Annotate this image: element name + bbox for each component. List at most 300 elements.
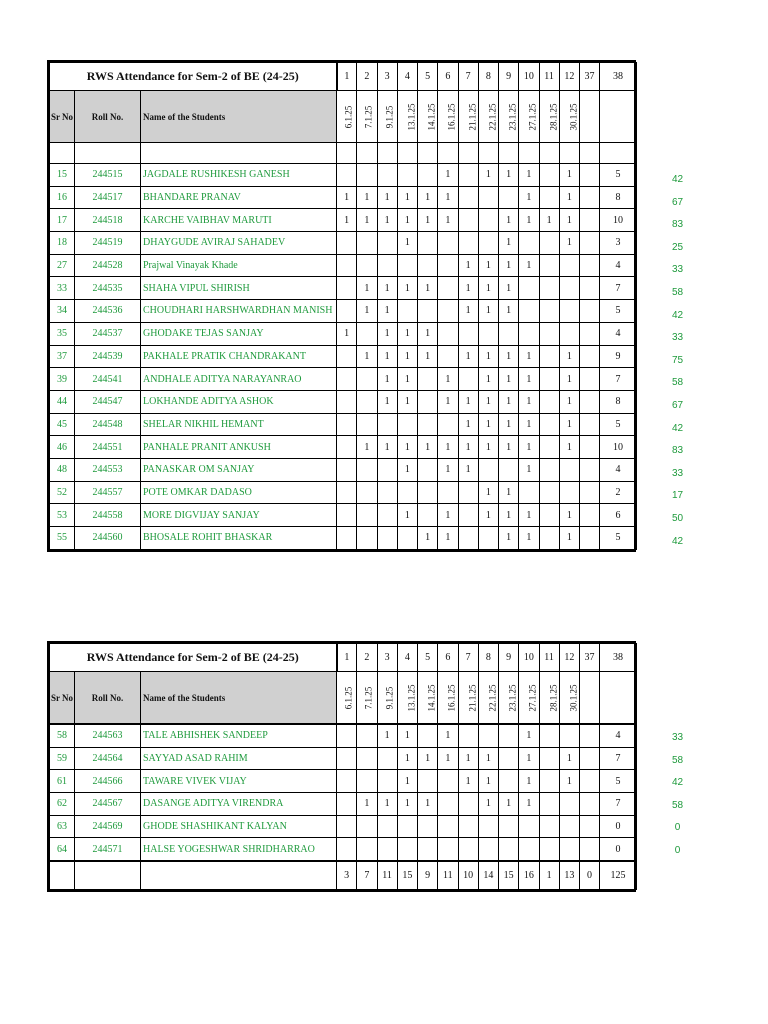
total-attendance: 6 bbox=[600, 504, 637, 527]
student-name: TALE ABHISHEK SANDEEP bbox=[141, 724, 337, 747]
attendance-mark: 1 bbox=[478, 277, 498, 300]
column-total: 13 bbox=[559, 861, 579, 890]
attendance-mark: 1 bbox=[397, 793, 417, 816]
attendance-mark bbox=[337, 527, 357, 550]
attendance-mark bbox=[337, 770, 357, 793]
empty-cell bbox=[519, 143, 539, 164]
date-label: 14.1.25 bbox=[426, 103, 437, 130]
attendance-mark bbox=[438, 815, 458, 838]
attendance-table-1 bbox=[47, 60, 636, 552]
empty-cell bbox=[580, 413, 600, 436]
empty-cell bbox=[580, 672, 600, 725]
attendance-mark: 1 bbox=[438, 527, 458, 550]
lecture-number: 7 bbox=[458, 644, 478, 672]
attendance-mark: 1 bbox=[438, 186, 458, 209]
attendance-mark bbox=[499, 747, 519, 770]
attendance-mark bbox=[478, 838, 498, 861]
lecture-number: 1 bbox=[337, 644, 357, 672]
roll-no: 244548 bbox=[75, 413, 141, 436]
attendance-mark: 1 bbox=[377, 368, 397, 391]
header-student-name: Name of the Students bbox=[141, 672, 337, 725]
attendance-mark: 1 bbox=[397, 436, 417, 459]
attendance-mark bbox=[418, 368, 438, 391]
student-name: PAKHALE PRATIK CHANDRAKANT bbox=[141, 345, 337, 368]
table-row bbox=[50, 209, 637, 232]
total-attendance: 4 bbox=[600, 254, 637, 277]
attendance-mark: 1 bbox=[418, 209, 438, 232]
attendance-mark bbox=[377, 504, 397, 527]
attendance-table-2 bbox=[47, 641, 636, 892]
date-label: 23.1.25 bbox=[507, 684, 518, 711]
date-cell bbox=[337, 91, 357, 143]
attendance-mark bbox=[357, 232, 377, 255]
table-row bbox=[50, 322, 637, 345]
total-attendance: 5 bbox=[600, 527, 637, 550]
attendance-mark: 1 bbox=[397, 232, 417, 255]
attendance-mark: 1 bbox=[478, 504, 498, 527]
student-name: CHOUDHARI HARSHWARDHAN MANISH bbox=[141, 300, 337, 323]
date-cell bbox=[499, 91, 519, 143]
date-label: 28.1.25 bbox=[548, 103, 558, 130]
attendance-percentage: 50 bbox=[671, 513, 684, 524]
attendance-mark: 1 bbox=[438, 436, 458, 459]
empty-cell bbox=[580, 481, 600, 504]
sr-no: 63 bbox=[50, 815, 75, 838]
attendance-mark bbox=[418, 458, 438, 481]
attendance-mark bbox=[458, 527, 478, 550]
attendance-percentage: 67 bbox=[671, 400, 684, 411]
student-name: POTE OMKAR DADASO bbox=[141, 481, 337, 504]
empty-cell bbox=[580, 815, 600, 838]
table-row bbox=[50, 368, 637, 391]
sr-no: 27 bbox=[50, 254, 75, 277]
date-cell bbox=[418, 672, 438, 725]
attendance-mark: 1 bbox=[519, 527, 539, 550]
empty-cell bbox=[580, 793, 600, 816]
attendance-mark: 1 bbox=[438, 504, 458, 527]
total-attendance: 10 bbox=[600, 436, 637, 459]
attendance-mark bbox=[337, 724, 357, 747]
header-sr-no: Sr No bbox=[50, 91, 75, 143]
sr-no: 61 bbox=[50, 770, 75, 793]
attendance-mark: 1 bbox=[438, 458, 458, 481]
attendance-mark: 1 bbox=[559, 390, 579, 413]
roll-no: 244547 bbox=[75, 390, 141, 413]
attendance-mark bbox=[438, 770, 458, 793]
empty-cell bbox=[458, 143, 478, 164]
attendance-mark: 1 bbox=[519, 345, 539, 368]
student-name: BHANDARE PRANAV bbox=[141, 186, 337, 209]
empty-cell bbox=[600, 91, 637, 143]
attendance-mark: 1 bbox=[438, 209, 458, 232]
column-total: 15 bbox=[499, 861, 519, 890]
attendance-mark bbox=[418, 164, 438, 187]
empty-cell bbox=[580, 345, 600, 368]
attendance-mark: 1 bbox=[377, 436, 397, 459]
attendance-percentage: 58 bbox=[671, 377, 684, 389]
header-student-name: Name of the Students bbox=[141, 91, 337, 143]
empty-cell bbox=[75, 143, 141, 164]
attendance-mark: 1 bbox=[559, 436, 579, 459]
attendance-mark bbox=[357, 747, 377, 770]
attendance-mark: 1 bbox=[478, 368, 498, 391]
empty-cell bbox=[580, 527, 600, 550]
empty-cell bbox=[600, 672, 637, 725]
attendance-mark: 1 bbox=[519, 413, 539, 436]
attendance-mark bbox=[458, 793, 478, 816]
attendance-mark: 1 bbox=[438, 724, 458, 747]
attendance-mark: 1 bbox=[397, 504, 417, 527]
sr-no: 48 bbox=[50, 458, 75, 481]
attendance-percentage: 42 bbox=[671, 777, 684, 789]
attendance-mark: 1 bbox=[478, 481, 498, 504]
attendance-mark: 1 bbox=[377, 186, 397, 209]
attendance-mark bbox=[458, 368, 478, 391]
attendance-mark: 1 bbox=[499, 368, 519, 391]
roll-no: 244537 bbox=[75, 322, 141, 345]
attendance-mark bbox=[458, 209, 478, 232]
table-row bbox=[50, 458, 637, 481]
date-cell bbox=[377, 672, 397, 725]
sr-no: 39 bbox=[50, 368, 75, 391]
attendance-mark: 1 bbox=[499, 277, 519, 300]
attendance-mark: 1 bbox=[478, 413, 498, 436]
lecture-number: 5 bbox=[418, 644, 438, 672]
attendance-mark bbox=[377, 815, 397, 838]
sheet-title: RWS Attendance for Sem-2 of BE (24-25) bbox=[50, 63, 337, 91]
attendance-mark bbox=[519, 815, 539, 838]
attendance-mark bbox=[559, 724, 579, 747]
attendance-mark: 1 bbox=[559, 413, 579, 436]
lecture-number: 38 bbox=[600, 644, 637, 672]
attendance-mark bbox=[559, 458, 579, 481]
attendance-mark bbox=[499, 838, 519, 861]
empty-cell bbox=[580, 838, 600, 861]
attendance-mark: 1 bbox=[559, 164, 579, 187]
attendance-mark: 1 bbox=[559, 770, 579, 793]
attendance-mark: 1 bbox=[478, 436, 498, 459]
attendance-mark: 1 bbox=[519, 368, 539, 391]
attendance-mark: 1 bbox=[519, 724, 539, 747]
roll-no: 244569 bbox=[75, 815, 141, 838]
attendance-mark: 1 bbox=[377, 345, 397, 368]
sr-no: 15 bbox=[50, 164, 75, 187]
date-label: 21.1.25 bbox=[467, 103, 477, 130]
attendance-mark bbox=[337, 793, 357, 816]
attendance-mark: 1 bbox=[519, 747, 539, 770]
lecture-number: 6 bbox=[438, 63, 458, 91]
attendance-mark bbox=[519, 300, 539, 323]
attendance-mark: 1 bbox=[519, 504, 539, 527]
attendance-mark bbox=[519, 838, 539, 861]
attendance-mark: 1 bbox=[458, 277, 478, 300]
attendance-mark bbox=[519, 481, 539, 504]
attendance-mark bbox=[337, 413, 357, 436]
lecture-number: 2 bbox=[357, 644, 377, 672]
date-label: 9.1.25 bbox=[383, 105, 394, 128]
table-row bbox=[50, 345, 637, 368]
attendance-mark: 1 bbox=[377, 209, 397, 232]
attendance-mark: 1 bbox=[499, 793, 519, 816]
attendance-mark: 1 bbox=[418, 322, 438, 345]
total-attendance: 0 bbox=[600, 815, 637, 838]
attendance-mark bbox=[357, 481, 377, 504]
date-label: 22.1.25 bbox=[487, 103, 498, 130]
attendance-mark bbox=[337, 838, 357, 861]
table-row bbox=[50, 504, 637, 527]
attendance-mark bbox=[559, 254, 579, 277]
attendance-mark: 1 bbox=[478, 793, 498, 816]
attendance-mark bbox=[418, 300, 438, 323]
attendance-mark bbox=[438, 277, 458, 300]
attendance-mark: 1 bbox=[519, 793, 539, 816]
date-label: 16.1.25 bbox=[446, 103, 457, 130]
roll-no: 244535 bbox=[75, 277, 141, 300]
date-label: 22.1.25 bbox=[487, 684, 498, 711]
empty-cell bbox=[559, 143, 579, 164]
total-attendance: 7 bbox=[600, 277, 637, 300]
attendance-percentage: 42 bbox=[671, 535, 684, 547]
empty-cell bbox=[141, 143, 337, 164]
attendance-mark: 1 bbox=[559, 504, 579, 527]
table-row bbox=[50, 815, 637, 838]
roll-no: 244528 bbox=[75, 254, 141, 277]
column-total: 0 bbox=[580, 861, 600, 890]
attendance-mark: 1 bbox=[377, 724, 397, 747]
empty-cell bbox=[418, 143, 438, 164]
attendance-mark: 1 bbox=[559, 186, 579, 209]
column-total: 15 bbox=[397, 861, 417, 890]
attendance-mark bbox=[357, 458, 377, 481]
column-total: 7 bbox=[357, 861, 377, 890]
sr-no: 44 bbox=[50, 390, 75, 413]
attendance-mark bbox=[539, 793, 559, 816]
roll-no: 244563 bbox=[75, 724, 141, 747]
date-cell bbox=[337, 672, 357, 725]
attendance-mark: 1 bbox=[357, 345, 377, 368]
attendance-mark bbox=[539, 770, 559, 793]
lecture-number: 9 bbox=[499, 63, 519, 91]
lecture-number: 11 bbox=[539, 63, 559, 91]
attendance-mark bbox=[458, 838, 478, 861]
attendance-mark bbox=[539, 300, 559, 323]
attendance-mark: 1 bbox=[377, 390, 397, 413]
attendance-mark bbox=[377, 527, 397, 550]
student-name: LOKHANDE ADITYA ASHOK bbox=[141, 390, 337, 413]
attendance-mark bbox=[357, 254, 377, 277]
attendance-mark: 1 bbox=[397, 724, 417, 747]
attendance-mark: 1 bbox=[499, 481, 519, 504]
roll-no: 244557 bbox=[75, 481, 141, 504]
attendance-mark bbox=[499, 815, 519, 838]
attendance-mark bbox=[539, 277, 559, 300]
attendance-mark bbox=[397, 481, 417, 504]
column-total: 125 bbox=[600, 861, 637, 890]
attendance-mark: 1 bbox=[418, 527, 438, 550]
attendance-mark: 1 bbox=[357, 300, 377, 323]
attendance-mark bbox=[357, 413, 377, 436]
attendance-mark bbox=[337, 504, 357, 527]
sheet-title: RWS Attendance for Sem-2 of BE (24-25) bbox=[50, 644, 337, 672]
header-roll-no: Roll No. bbox=[75, 91, 141, 143]
date-cell bbox=[478, 672, 498, 725]
attendance-mark bbox=[357, 164, 377, 187]
attendance-mark: 1 bbox=[458, 345, 478, 368]
attendance-mark bbox=[519, 277, 539, 300]
attendance-mark: 1 bbox=[519, 254, 539, 277]
table-row bbox=[50, 724, 637, 747]
attendance-mark: 1 bbox=[499, 209, 519, 232]
attendance-mark: 1 bbox=[377, 300, 397, 323]
attendance-mark: 1 bbox=[559, 527, 579, 550]
attendance-mark: 1 bbox=[478, 390, 498, 413]
attendance-mark bbox=[539, 322, 559, 345]
column-total: 3 bbox=[337, 861, 357, 890]
total-attendance: 7 bbox=[600, 368, 637, 391]
total-attendance: 7 bbox=[600, 793, 637, 816]
attendance-mark: 1 bbox=[397, 368, 417, 391]
attendance-mark bbox=[559, 481, 579, 504]
table-row bbox=[50, 527, 637, 550]
attendance-mark: 1 bbox=[397, 209, 417, 232]
attendance-mark bbox=[357, 390, 377, 413]
attendance-mark bbox=[418, 724, 438, 747]
student-name: JAGDALE RUSHIKESH GANESH bbox=[141, 164, 337, 187]
lecture-number: 4 bbox=[397, 644, 417, 672]
table-row bbox=[50, 390, 637, 413]
total-attendance: 9 bbox=[600, 345, 637, 368]
attendance-percentage: 33 bbox=[671, 332, 684, 344]
attendance-mark: 1 bbox=[357, 436, 377, 459]
empty-cell bbox=[397, 143, 417, 164]
attendance-mark bbox=[377, 770, 397, 793]
roll-no: 244567 bbox=[75, 793, 141, 816]
empty-cell bbox=[580, 254, 600, 277]
empty-cell bbox=[600, 143, 637, 164]
attendance-percentage: 83 bbox=[671, 219, 684, 231]
attendance-mark bbox=[478, 527, 498, 550]
attendance-mark bbox=[478, 815, 498, 838]
empty-cell bbox=[580, 300, 600, 323]
empty-cell bbox=[580, 143, 600, 164]
roll-no: 244515 bbox=[75, 164, 141, 187]
date-cell bbox=[458, 91, 478, 143]
attendance-mark bbox=[438, 793, 458, 816]
attendance-mark: 1 bbox=[458, 458, 478, 481]
column-total: 14 bbox=[478, 861, 498, 890]
lecture-number: 37 bbox=[580, 644, 600, 672]
student-name: GHODAKE TEJAS SANJAY bbox=[141, 322, 337, 345]
attendance-mark bbox=[458, 322, 478, 345]
student-name: SAYYAD ASAD RAHIM bbox=[141, 747, 337, 770]
attendance-mark bbox=[397, 254, 417, 277]
empty-cell bbox=[499, 143, 519, 164]
attendance-mark bbox=[418, 504, 438, 527]
student-name: TAWARE VIVEK VIJAY bbox=[141, 770, 337, 793]
attendance-mark: 1 bbox=[519, 436, 539, 459]
attendance-mark bbox=[458, 504, 478, 527]
attendance-mark: 1 bbox=[377, 277, 397, 300]
attendance-mark bbox=[478, 186, 498, 209]
attendance-mark bbox=[559, 277, 579, 300]
date-cell bbox=[499, 672, 519, 725]
sr-no: 37 bbox=[50, 345, 75, 368]
attendance-mark bbox=[559, 815, 579, 838]
attendance-mark bbox=[438, 838, 458, 861]
attendance-mark: 1 bbox=[458, 300, 478, 323]
attendance-mark: 1 bbox=[458, 254, 478, 277]
attendance-mark: 1 bbox=[438, 390, 458, 413]
attendance-mark: 1 bbox=[438, 164, 458, 187]
lecture-number: 4 bbox=[397, 63, 417, 91]
column-total: 9 bbox=[418, 861, 438, 890]
attendance-mark: 1 bbox=[438, 368, 458, 391]
attendance-mark bbox=[377, 481, 397, 504]
date-cell bbox=[357, 91, 377, 143]
attendance-mark: 1 bbox=[397, 277, 417, 300]
attendance-mark: 1 bbox=[499, 527, 519, 550]
attendance-mark: 1 bbox=[478, 300, 498, 323]
lecture-number: 12 bbox=[559, 63, 579, 91]
roll-no: 244553 bbox=[75, 458, 141, 481]
attendance-mark bbox=[377, 164, 397, 187]
empty-cell bbox=[580, 390, 600, 413]
attendance-mark bbox=[539, 186, 559, 209]
date-cell bbox=[519, 91, 539, 143]
attendance-mark bbox=[539, 413, 559, 436]
empty-cell bbox=[580, 164, 600, 187]
date-label: 23.1.25 bbox=[507, 103, 518, 130]
total-attendance: 2 bbox=[600, 481, 637, 504]
empty-cell bbox=[580, 436, 600, 459]
lecture-number: 12 bbox=[559, 644, 579, 672]
date-cell bbox=[397, 91, 417, 143]
date-label: 30.1.25 bbox=[568, 684, 579, 711]
attendance-mark bbox=[337, 164, 357, 187]
attendance-mark: 1 bbox=[478, 747, 498, 770]
total-attendance: 3 bbox=[600, 232, 637, 255]
empty-cell bbox=[580, 322, 600, 345]
total-attendance: 5 bbox=[600, 300, 637, 323]
column-total: 11 bbox=[377, 861, 397, 890]
attendance-mark bbox=[377, 747, 397, 770]
empty-cell bbox=[580, 458, 600, 481]
roll-no: 244536 bbox=[75, 300, 141, 323]
attendance-mark bbox=[337, 747, 357, 770]
attendance-mark: 1 bbox=[519, 209, 539, 232]
lecture-number: 6 bbox=[438, 644, 458, 672]
column-total: 16 bbox=[519, 861, 539, 890]
attendance-mark: 1 bbox=[499, 413, 519, 436]
attendance-percentage: 33 bbox=[671, 732, 684, 743]
date-cell bbox=[418, 91, 438, 143]
attendance-mark bbox=[377, 232, 397, 255]
attendance-mark: 1 bbox=[519, 186, 539, 209]
table-row bbox=[50, 793, 637, 816]
attendance-mark: 1 bbox=[397, 770, 417, 793]
attendance-mark bbox=[458, 815, 478, 838]
attendance-mark bbox=[539, 504, 559, 527]
attendance-mark bbox=[337, 277, 357, 300]
date-cell bbox=[519, 672, 539, 725]
table-row bbox=[50, 481, 637, 504]
attendance-percentage: 25 bbox=[671, 241, 684, 253]
sr-no: 53 bbox=[50, 504, 75, 527]
date-label: 13.1.25 bbox=[406, 684, 417, 711]
column-total: 11 bbox=[438, 861, 458, 890]
student-name: KARCHE VAIBHAV MARUTI bbox=[141, 209, 337, 232]
empty-cell bbox=[478, 143, 498, 164]
